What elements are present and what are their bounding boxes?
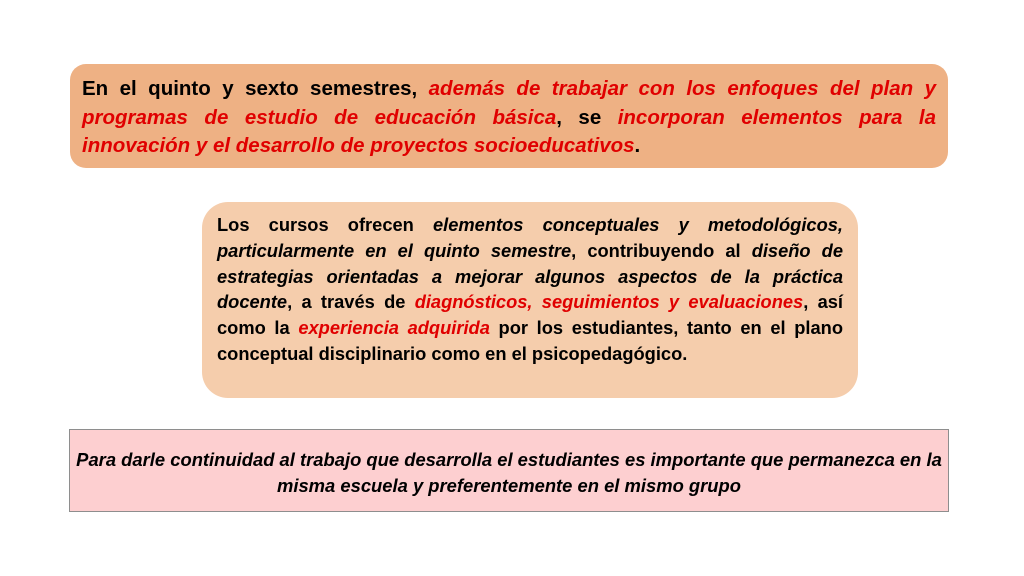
box2-seg-0: Los cursos ofrecen [217, 214, 433, 235]
box1-seg-0: En el quinto y sexto semestres [82, 77, 412, 100]
box2-seg-2: , contribuyendo al [571, 239, 752, 261]
box1-seg-5: . [634, 134, 641, 157]
box2-seg-5: diagnósticos, seguimientos y evaluaciones [414, 291, 804, 313]
continuity-note-text: Para darle continuidad al trabajo que desarrolla el estudiantes es importante que permanezca en la misma escuela y preferentemente en el mismo grupo [76, 449, 942, 496]
box2-seg-8: por los estudiantes, tanto en el plano conceptual disciplinario como en el psicopedagógico. [217, 317, 844, 364]
box2-seg-6: , así como la [217, 291, 843, 339]
semesters-text-box [70, 64, 948, 168]
box1-seg-4: incorporan elementos para la innovación y el desarrollo de proyectos socioeducativos [82, 105, 936, 157]
box1-seg-3: , se [556, 105, 618, 129]
box2-seg-4: , a través de [287, 291, 415, 313]
box1-seg-2: además de trabajar con los enfoques del plan y programas de estudio de educación básica [82, 77, 936, 129]
box2-seg-1: elementos conceptuales y metodológicos, particularmente en el quinto semestre [217, 214, 843, 261]
box2-seg-3: diseño de estrategias orientadas a mejorar algunos aspectos de la práctica docente [217, 239, 844, 313]
box1-seg-1: , [411, 77, 429, 100]
box2-seg-7: experiencia adquirida [298, 317, 490, 339]
continuity-note-box [69, 429, 949, 512]
courses-text-box [202, 202, 858, 398]
